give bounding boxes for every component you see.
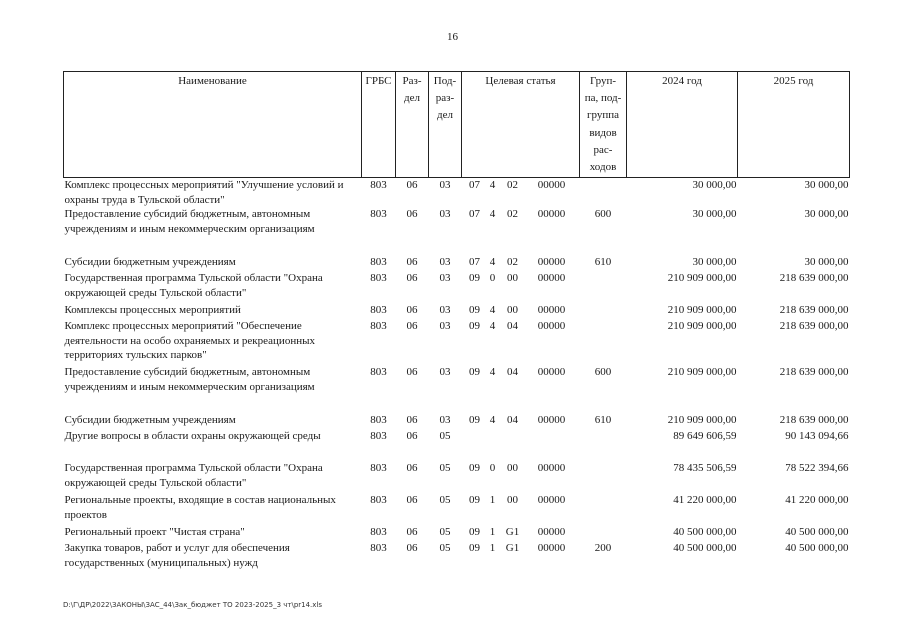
table-row xyxy=(64,319,850,365)
row-celevaya xyxy=(462,271,580,303)
footer-file-path: D:\Г\ДР\2022\ЗАКОНЫ\ЗАС_44\Зак_бюджет ТО 2023-2025_3 чт\pr14.xls xyxy=(63,601,323,609)
row-name: Другие вопросы в области охраны окружающей среды xyxy=(64,430,321,443)
row-name: Субсидии бюджетным учреждениям xyxy=(64,256,236,269)
row-name: Государственная программа Тульской области "Охрана окружающей среды Тульской области" xyxy=(64,272,323,299)
row-grbs: 803 xyxy=(370,494,387,507)
row-vid xyxy=(580,178,627,208)
row-name: Закупка товаров, работ и услуг для обеспечения государственных (муниципальных) нужд xyxy=(64,542,290,569)
table-row xyxy=(64,303,850,319)
row-podrazdel: 03 xyxy=(439,414,451,427)
row-celevaya-part-4: 00000 xyxy=(537,320,566,333)
row-vid xyxy=(580,461,627,493)
row-celevaya-part-2: 4 xyxy=(489,366,496,379)
row-razdel: 06 xyxy=(406,320,418,333)
row-celevaya xyxy=(462,365,580,413)
row-celevaya-part-2: 1 xyxy=(489,526,496,539)
row-celevaya-part-4: 00000 xyxy=(537,542,566,555)
row-celevaya-part-3: 00 xyxy=(507,462,518,475)
row-razdel: 06 xyxy=(406,272,418,285)
row-vid xyxy=(580,493,627,525)
row-celevaya-part-1: 07 xyxy=(469,179,480,192)
row-2024: 210 909 000,00 xyxy=(667,304,737,317)
row-2024: 89 649 606,59 xyxy=(673,430,737,443)
header-celevaya: Целевая статья xyxy=(462,72,580,178)
row-celevaya-part-2: 4 xyxy=(489,320,496,333)
row-2025: 218 639 000,00 xyxy=(779,414,849,427)
row-podrazdel: 05 xyxy=(439,462,451,475)
row-celevaya-part-1: 09 xyxy=(469,304,480,317)
row-celevaya-part-2: 0 xyxy=(489,462,496,475)
row-2024: 78 435 506,59 xyxy=(673,462,737,475)
row-celevaya xyxy=(462,541,580,573)
row-celevaya-part-1: 09 xyxy=(469,272,480,285)
row-celevaya-part-1: 07 xyxy=(469,256,480,269)
row-celevaya-part-3: 04 xyxy=(507,366,518,379)
row-podrazdel: 03 xyxy=(439,208,451,221)
row-celevaya-part-1: 07 xyxy=(469,208,480,221)
row-celevaya-part-4: 00000 xyxy=(537,366,566,379)
row-celevaya-part-3: 04 xyxy=(507,414,518,427)
row-celevaya xyxy=(462,461,580,493)
row-celevaya-part-3: 04 xyxy=(507,320,518,333)
row-celevaya-part-3: 00 xyxy=(507,494,518,507)
table-header xyxy=(64,72,850,178)
row-razdel: 06 xyxy=(406,494,418,507)
row-grbs: 803 xyxy=(370,430,387,443)
row-celevaya-part-1: 09 xyxy=(469,366,480,379)
row-celevaya-part-4: 00000 xyxy=(537,304,566,317)
row-2024: 40 500 000,00 xyxy=(673,542,737,555)
row-2025: 41 220 000,00 xyxy=(785,494,849,507)
row-celevaya-part-4: 00000 xyxy=(537,414,566,427)
header-2025: 2025 год xyxy=(738,72,850,178)
row-name: Предоставление субсидий бюджетным, автономным учреждениям и иным некоммерческим организациям xyxy=(64,366,315,393)
row-razdel: 06 xyxy=(406,430,418,443)
table-row xyxy=(64,178,850,208)
row-podrazdel: 05 xyxy=(439,494,451,507)
row-vid: 610 xyxy=(594,256,612,269)
row-2025: 218 639 000,00 xyxy=(779,320,849,333)
header-name: Наименование xyxy=(64,72,362,178)
table-row xyxy=(64,461,850,493)
row-podrazdel: 05 xyxy=(439,526,451,539)
row-grbs: 803 xyxy=(370,414,387,427)
row-name: Предоставление субсидий бюджетным, автономным учреждениям и иным некоммерческим организациям xyxy=(64,208,315,235)
row-celevaya-part-2: 4 xyxy=(489,304,496,317)
row-celevaya xyxy=(462,429,580,461)
row-2024: 30 000,00 xyxy=(692,208,737,221)
row-vid: 600 xyxy=(594,208,612,221)
row-grbs: 803 xyxy=(370,304,387,317)
row-name: Региональные проекты, входящие в состав национальных проектов xyxy=(64,494,336,521)
row-2024: 210 909 000,00 xyxy=(667,366,737,379)
table-row xyxy=(64,525,850,541)
row-2024: 210 909 000,00 xyxy=(667,414,737,427)
row-grbs: 803 xyxy=(370,320,387,333)
row-celevaya-part-3: 02 xyxy=(507,256,518,269)
row-2025: 30 000,00 xyxy=(804,256,849,269)
row-name: Комплекс процессных мероприятий "Обеспечение деятельности на особо охраняемых и рекреационных территориях тульских парков" xyxy=(64,320,315,362)
row-celevaya xyxy=(462,493,580,525)
row-podrazdel: 03 xyxy=(439,366,451,379)
row-podrazdel: 03 xyxy=(439,179,451,192)
row-celevaya-part-3: 02 xyxy=(507,208,518,221)
table-row xyxy=(64,365,850,413)
row-podrazdel: 05 xyxy=(439,430,451,443)
budget-table xyxy=(63,71,850,573)
row-2025: 90 143 094,66 xyxy=(785,430,849,443)
row-2025: 218 639 000,00 xyxy=(779,272,849,285)
row-celevaya-part-4: 00000 xyxy=(537,179,566,192)
row-2024: 41 220 000,00 xyxy=(673,494,737,507)
table-row xyxy=(64,207,850,255)
row-vid: 200 xyxy=(594,542,612,555)
row-vid xyxy=(580,303,627,319)
row-vid xyxy=(580,271,627,303)
row-celevaya-part-1: 09 xyxy=(469,414,480,427)
row-razdel: 06 xyxy=(406,208,418,221)
row-celevaya-part-1: 09 xyxy=(469,542,480,555)
row-2024: 30 000,00 xyxy=(692,256,737,269)
row-celevaya-part-4: 00000 xyxy=(537,526,566,539)
row-razdel: 06 xyxy=(406,256,418,269)
header-2024: 2024 год xyxy=(627,72,738,178)
row-celevaya-part-2: 1 xyxy=(489,494,496,507)
row-vid xyxy=(580,525,627,541)
table-row xyxy=(64,493,850,525)
row-celevaya-part-4: 00000 xyxy=(537,494,566,507)
row-celevaya-part-2: 1 xyxy=(489,542,496,555)
header-vid: Груп- па, под- группа видов рас- ходов xyxy=(580,72,627,178)
row-celevaya xyxy=(462,319,580,365)
row-name: Комплекс процессных мероприятий "Улучшение условий и охраны труда в Тульской области" xyxy=(64,179,344,206)
table-row xyxy=(64,271,850,303)
row-celevaya-part-3: G1 xyxy=(505,542,520,555)
row-celevaya-part-3: 00 xyxy=(507,272,518,285)
row-2025: 40 500 000,00 xyxy=(785,526,849,539)
row-podrazdel: 03 xyxy=(439,320,451,333)
header-razdel: Раз- дел xyxy=(396,72,429,178)
row-name: Комплексы процессных мероприятий xyxy=(64,304,241,317)
row-name: Государственная программа Тульской области "Охрана окружающей среды Тульской области" xyxy=(64,462,323,489)
row-celevaya-part-1: 09 xyxy=(469,494,480,507)
table-row xyxy=(64,413,850,429)
row-2025: 40 500 000,00 xyxy=(785,542,849,555)
row-celevaya-part-1: 09 xyxy=(469,320,480,333)
row-2025: 78 522 394,66 xyxy=(785,462,849,475)
row-2025: 218 639 000,00 xyxy=(779,304,849,317)
row-razdel: 06 xyxy=(406,526,418,539)
table-body xyxy=(64,178,850,574)
row-celevaya xyxy=(462,178,580,208)
row-celevaya-part-2: 4 xyxy=(489,414,496,427)
row-2025: 30 000,00 xyxy=(804,179,849,192)
row-grbs: 803 xyxy=(370,179,387,192)
row-celevaya xyxy=(462,413,580,429)
row-celevaya-part-3: 02 xyxy=(507,179,518,192)
row-celevaya xyxy=(462,255,580,271)
header-podrazdel: Под- раз- дел xyxy=(429,72,462,178)
row-vid: 600 xyxy=(594,366,612,379)
row-celevaya-part-1: 09 xyxy=(469,462,480,475)
row-celevaya-part-4: 00000 xyxy=(537,256,566,269)
row-name: Региональный проект "Чистая страна" xyxy=(64,526,245,539)
row-razdel: 06 xyxy=(406,179,418,192)
header-grbs: ГРБС xyxy=(362,72,396,178)
page-number: 16 xyxy=(447,31,458,43)
row-celevaya-part-4: 00000 xyxy=(537,208,566,221)
row-grbs: 803 xyxy=(370,366,387,379)
row-razdel: 06 xyxy=(406,542,418,555)
row-celevaya-part-2: 4 xyxy=(489,256,496,269)
row-2024: 40 500 000,00 xyxy=(673,526,737,539)
row-razdel: 06 xyxy=(406,304,418,317)
row-2025: 30 000,00 xyxy=(804,208,849,221)
row-podrazdel: 03 xyxy=(439,272,451,285)
row-celevaya-part-3: G1 xyxy=(505,526,520,539)
row-2024: 210 909 000,00 xyxy=(667,320,737,333)
row-razdel: 06 xyxy=(406,462,418,475)
row-grbs: 803 xyxy=(370,526,387,539)
row-grbs: 803 xyxy=(370,208,387,221)
table-row xyxy=(64,429,850,461)
row-grbs: 803 xyxy=(370,462,387,475)
row-2024: 30 000,00 xyxy=(692,179,737,192)
row-celevaya-part-2: 0 xyxy=(489,272,496,285)
row-celevaya-part-1: 09 xyxy=(469,526,480,539)
row-celevaya-part-4: 00000 xyxy=(537,272,566,285)
row-razdel: 06 xyxy=(406,414,418,427)
row-vid xyxy=(580,319,627,365)
row-celevaya xyxy=(462,525,580,541)
row-grbs: 803 xyxy=(370,272,387,285)
row-celevaya-part-2: 4 xyxy=(489,179,496,192)
row-celevaya xyxy=(462,207,580,255)
row-grbs: 803 xyxy=(370,256,387,269)
table-row xyxy=(64,255,850,271)
row-2024: 210 909 000,00 xyxy=(667,272,737,285)
table-row xyxy=(64,541,850,573)
row-2025: 218 639 000,00 xyxy=(779,366,849,379)
row-celevaya-part-3: 00 xyxy=(507,304,518,317)
row-grbs: 803 xyxy=(370,542,387,555)
row-razdel: 06 xyxy=(406,366,418,379)
row-vid xyxy=(580,429,627,461)
row-celevaya-part-2: 4 xyxy=(489,208,496,221)
row-name: Субсидии бюджетным учреждениям xyxy=(64,414,236,427)
row-podrazdel: 03 xyxy=(439,256,451,269)
row-celevaya-part-4: 00000 xyxy=(537,462,566,475)
row-podrazdel: 05 xyxy=(439,542,451,555)
row-vid: 610 xyxy=(594,414,612,427)
row-podrazdel: 03 xyxy=(439,304,451,317)
row-celevaya xyxy=(462,303,580,319)
